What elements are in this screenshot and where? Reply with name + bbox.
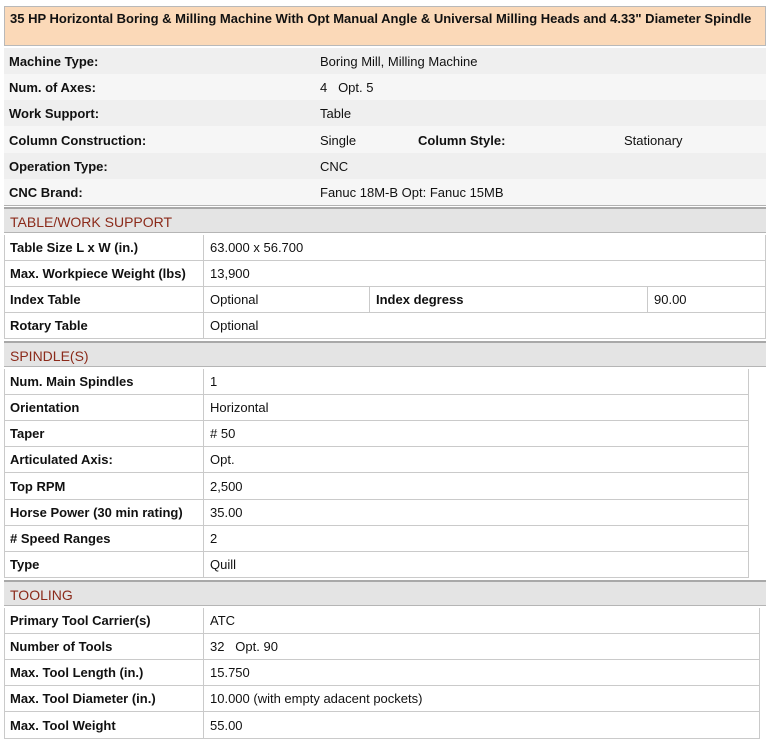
row-value: 10.000 (with empty adacent pockets) <box>210 691 423 706</box>
row-label: Articulated Axis: <box>10 452 113 467</box>
summary-value: CNC <box>320 159 349 174</box>
summary-label: Machine Type: <box>9 54 99 69</box>
table-row <box>4 421 749 447</box>
row-label: Max. Tool Weight <box>10 718 116 733</box>
machine-title: 35 HP Horizontal Boring & Milling Machine With Opt Manual Angle & Universal Milling Heads and 4.33" Diameter Spindle <box>4 6 766 46</box>
column-divider <box>203 473 204 499</box>
row-value: Optional <box>210 318 259 333</box>
row-value: 13,900 <box>210 266 250 281</box>
row-value: Optional <box>210 292 259 307</box>
summary-label: Column Construction: <box>9 133 147 148</box>
summary-row-work-support <box>4 100 766 127</box>
row-label: Max. Workpiece Weight (lbs) <box>10 266 186 281</box>
row-value: 1 <box>210 374 218 389</box>
table-row <box>4 712 760 739</box>
column-divider <box>203 261 204 286</box>
summary-value: Fanuc 18M-B Opt: Fanuc 15MB <box>320 185 504 200</box>
column-divider <box>203 369 204 394</box>
row-value: Quill <box>210 557 237 572</box>
summary-row-num-axes <box>4 74 766 101</box>
row-label: Index Table <box>10 292 81 307</box>
column-divider <box>203 712 204 738</box>
table-row <box>4 369 749 395</box>
row-label: Max. Tool Length (in.) <box>10 665 144 680</box>
row-value: ATC <box>210 613 236 628</box>
row-label: Rotary Table <box>10 318 88 333</box>
row-label: Num. Main Spindles <box>10 374 134 389</box>
section-tooling <box>4 580 766 606</box>
row-label: Number of Tools <box>10 639 113 654</box>
table-row <box>4 526 749 552</box>
row-label-index-degrees: Index degress <box>376 292 464 307</box>
section-heading: TOOLING <box>10 587 73 603</box>
summary-label: Operation Type: <box>9 159 108 174</box>
column-divider <box>203 500 204 525</box>
column-divider <box>203 421 204 446</box>
section-heading: TABLE/WORK SUPPORT <box>10 214 173 230</box>
summary-label: CNC Brand: <box>9 185 83 200</box>
column-divider <box>203 634 204 659</box>
table-row <box>4 552 749 578</box>
column-divider <box>203 686 204 711</box>
column-divider <box>369 287 370 312</box>
row-value: 55.00 <box>210 718 243 733</box>
summary-row-operation-type <box>4 153 766 180</box>
table-row <box>4 500 749 526</box>
row-label: # Speed Ranges <box>10 531 111 546</box>
column-divider <box>647 287 648 312</box>
row-value: # 50 <box>210 426 236 441</box>
row-label: Type <box>10 557 40 572</box>
row-value: 63.000 x 56.700 <box>210 240 304 255</box>
summary-value-column-style: Stationary <box>624 133 683 148</box>
table-row <box>4 660 760 686</box>
summary-value: 4 Opt. 5 <box>320 80 374 95</box>
table-row <box>4 395 749 421</box>
row-value: 2,500 <box>210 479 243 494</box>
row-value-index-degrees: 90.00 <box>654 292 687 307</box>
summary-value: Boring Mill, Milling Machine <box>320 54 478 69</box>
column-divider <box>203 526 204 551</box>
table-row <box>4 447 749 473</box>
column-divider <box>203 287 204 312</box>
table-row <box>4 235 766 261</box>
table-row <box>4 634 760 660</box>
section-heading: SPINDLE(S) <box>10 348 89 364</box>
column-divider <box>203 235 204 260</box>
row-label: Primary Tool Carrier(s) <box>10 613 151 628</box>
summary-row-column-construction <box>4 126 766 154</box>
column-divider <box>203 660 204 685</box>
table-row <box>4 473 749 500</box>
summary-row-cnc-brand <box>4 179 766 206</box>
summary-row-machine-type <box>4 48 766 75</box>
table-row <box>4 313 766 339</box>
row-value: 32 Opt. 90 <box>210 639 278 654</box>
column-divider <box>203 552 204 577</box>
row-label: Orientation <box>10 400 80 415</box>
row-value: 15.750 <box>210 665 250 680</box>
row-value: Opt. <box>210 452 235 467</box>
column-divider <box>203 608 204 633</box>
column-divider <box>203 395 204 420</box>
row-label: Max. Tool Diameter (in.) <box>10 691 156 706</box>
table-row <box>4 686 760 712</box>
row-label: Top RPM <box>10 479 66 494</box>
summary-value: Single <box>320 133 357 148</box>
summary-label: Num. of Axes: <box>9 80 96 95</box>
row-value: 35.00 <box>210 505 243 520</box>
summary-value: Table <box>320 106 352 121</box>
summary-label-column-style: Column Style: <box>418 133 506 148</box>
row-label: Table Size L x W (in.) <box>10 240 139 255</box>
table-row <box>4 608 760 634</box>
row-value: Horizontal <box>210 400 269 415</box>
section-spindles <box>4 341 766 367</box>
table-row <box>4 261 766 287</box>
row-value: 2 <box>210 531 218 546</box>
row-label: Horse Power (30 min rating) <box>10 505 183 520</box>
table-row <box>4 287 766 313</box>
column-divider <box>203 447 204 472</box>
summary-label: Work Support: <box>9 106 100 121</box>
column-divider <box>203 313 204 338</box>
row-label: Taper <box>10 426 45 441</box>
section-table-work-support <box>4 207 766 233</box>
